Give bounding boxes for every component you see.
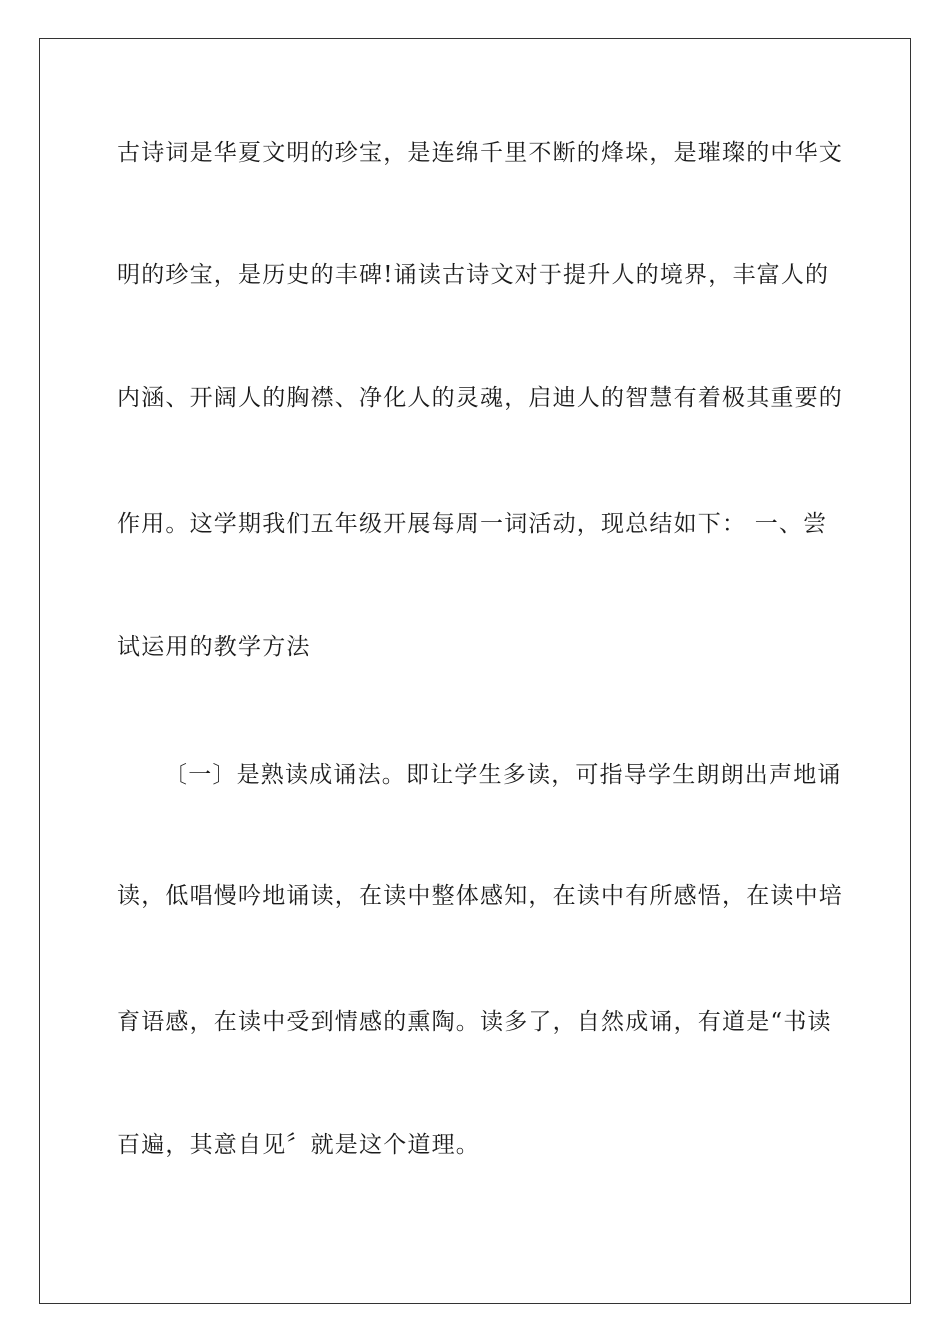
page-border bbox=[39, 38, 911, 1304]
paragraph-1-line-3: 内涵、开阔人的胸襟、净化人的灵魂，启迪人的智慧有着极其重要的 bbox=[117, 385, 843, 411]
paragraph-2-line-3: 育语感，在读中受到情感的熏陶。读多了，自然成诵，有道是“书读 bbox=[117, 1009, 832, 1035]
paragraph-1-line-2: 明的珍宝，是历史的丰碑!诵读古诗文对于提升人的境界，丰富人的 bbox=[117, 262, 830, 288]
paragraph-2-line-4: 百遍，其意自见〞就是这个道理。 bbox=[117, 1132, 480, 1158]
paragraph-2-line-1: 〔一〕是熟读成诵法。即让学生多读，可指导学生朗朗出声地诵 bbox=[164, 762, 842, 788]
paragraph-1-line-4: 作用。这学期我们五年级开展每周一词活动，现总结如下： 一、尝 bbox=[117, 511, 828, 537]
paragraph-2-line-2: 读，低唱慢吟地诵读，在读中整体感知，在读中有所感悟，在读中培 bbox=[117, 883, 843, 909]
section-heading-line: 试运用的教学方法 bbox=[117, 634, 311, 660]
paragraph-1-line-1: 古诗词是华夏文明的珍宝，是连绵千里不断的烽垛，是璀璨的中华文 bbox=[117, 140, 843, 166]
